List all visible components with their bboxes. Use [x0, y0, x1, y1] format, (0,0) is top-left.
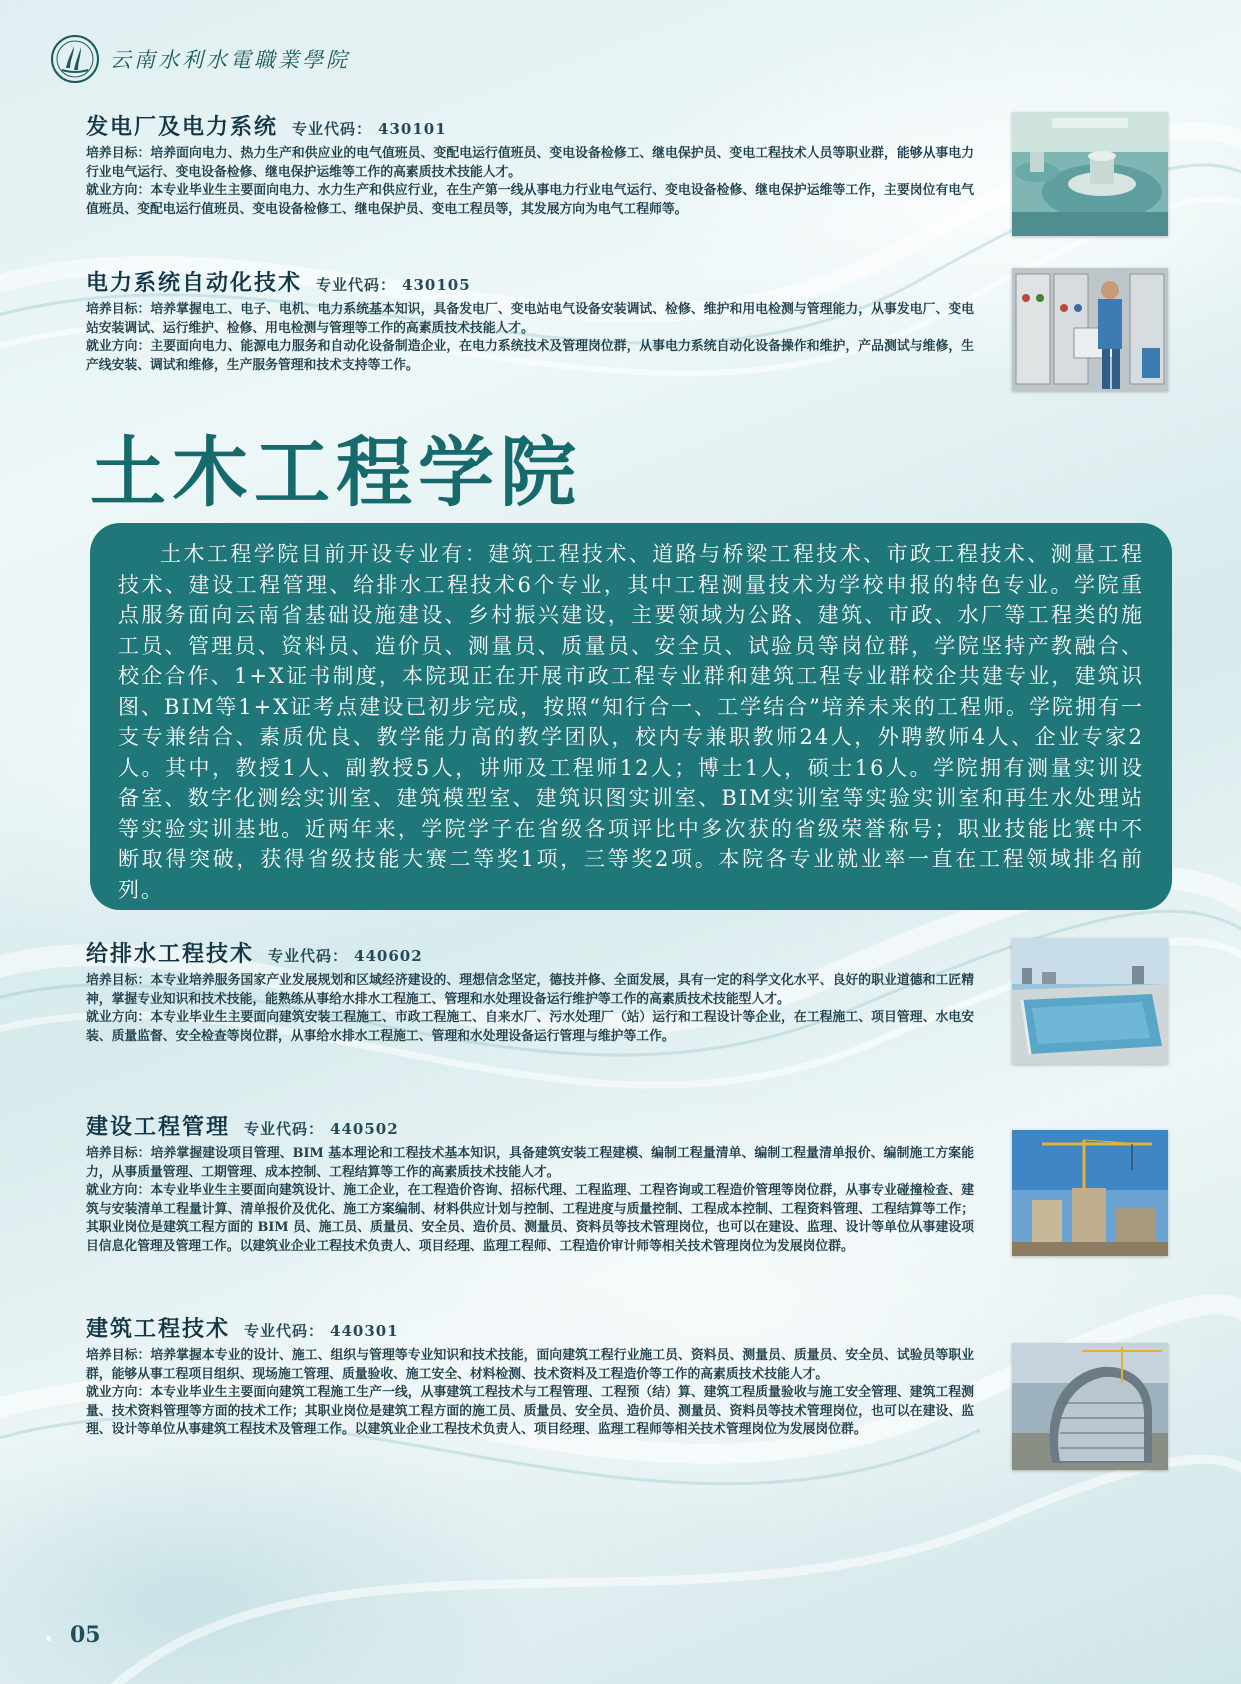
program-title: 建筑工程技术 [86, 1316, 231, 1342]
tower-crane-construction-photo [1012, 1130, 1168, 1256]
program-title: 给排水工程技术 [86, 941, 255, 967]
section-title: 土木工程学院 [90, 428, 582, 517]
program-code-label: 专业代码： [244, 1120, 325, 1138]
program-block [86, 1312, 974, 1440]
high-rise-building-aerial-photo [1012, 1343, 1168, 1470]
program-title: 建设工程管理 [86, 1114, 231, 1140]
program-career: 就业方向：主要面向电力、能源电力服务和自动化设备制造企业，在电力系统技术及管理岗位群，从事电力系统自动化设备操作和维护，产品测试与维修，生产线安装、调试和维修，生产服务管理和技术支持等工作。 [86, 339, 974, 373]
program-code: 430105 [402, 276, 471, 294]
header-logo [50, 34, 350, 84]
control-panel-technician-photo [1012, 268, 1168, 391]
program-block [86, 110, 974, 219]
hydropower-generator-hall-photo [1012, 112, 1168, 236]
school-name: 云南水利水電職業學院 [110, 48, 350, 72]
program-career: 就业方向：本专业毕业生主要面向建筑安装工程施工、市政工程施工、自来水厂、污水处理厂（站）运行和工程设计等企业，在工程施工、项目管理、水电安装、质量监督、安全检查等岗位群，从事给水排水工程施工、管理和水处理设备运行管理与维护等工作。 [86, 1010, 974, 1044]
program-career: 就业方向：本专业毕业生主要面向电力、水力生产和供应行业，在生产第一线从事电力行业电气运行、变电设备检修、继电保护运维等工作，主要岗位有电气值班员、变配电运行值班员、变电设备检修工、继电保护员、变电工程员等，其发展方向为电气工程师等。 [86, 183, 974, 217]
page-dot [46, 1636, 51, 1641]
program-career: 就业方向：本专业毕业生主要面向建筑设计、施工企业，在工程造价咨询、招标代理、工程监理、工程咨询或工程造价管理等岗位群，从事专业碰撞检查、建筑与安装清单工程量计算、清单报价及优化、施工方案编制、材料供应计划与控制、工程进度与质量控制、工程成本控制、工程资料管理、工程结算等工作；其职业岗位是建筑工程方面的 BIM 员、施工员、质量员、安全员、造价员、测量员、资料员等技术管理岗位，也可以在建设、监理、设计等单位从事建设项目信息化管理及管理工作。以建筑业企业工程技术负责人、项目经理、监理工程师、工程造价审计师等相关技术管理岗位为发展岗位群。 [86, 1183, 974, 1254]
program-goal: 培养目标：培养掌握本专业的设计、施工、组织与管理等专业知识和技术技能，面向建筑工程行业施工员、资料员、测量员、质量员、安全员、试验员等职业群，能够从事工程项目组织、现场施工管理、质量验收、施工安全、材料检测、技术资料及工程造价等工作的高素质技术技能人才。 [86, 1348, 974, 1382]
program-code-label: 专业代码： [292, 120, 373, 138]
program-block [86, 266, 974, 375]
intro-text: 土木工程学院目前开设专业有：建筑工程技术、道路与桥梁工程技术、市政工程技术、测量工程技术、建设工程管理、给排水工程技术6个专业，其中工程测量技术为学校申报的特色专业。学院重点服务面向云南省基础设施建设、乡村振兴建设，主要领域为公路、建筑、市政、水厂等工程类的施工员、管理员、资料员、造价员、测量员、质量员、安全员、试验员等岗位群，学院坚持产教融合、校企合作、1+X证书制度，本院现正在开展市政工程专业群和建筑工程专业群校企共建专业，建筑识图、BIM等1+X证考点建设已初步完成，按照“知行合一、工学结合”培养未来的工程师。学院拥有一支专兼结合、素质优良、教学能力高的教学团队，校内专兼职教师24人，外聘教师4人、企业专家2人。其中，教授1人、副教授5人，讲师及工程师12人；博士1人，硕士16人。学院拥有测量实训设备室、数字化测绘实训室、建筑模型室、建筑识图实训室、BIM实训室等实验实训室和再生水处理站等实验实训基地。近两年来，学院学子在省级各项评比中多次获的省级荣誉称号；职业技能比赛中不断取得突破，获得省级技能大赛二等奖1项，三等奖2项。本院各专业就业率一直在工程领域排名前列。 [118, 542, 1144, 902]
program-code: 440301 [330, 1322, 399, 1340]
program-code-label: 专业代码： [268, 947, 349, 965]
program-code: 440502 [330, 1120, 399, 1138]
program-code: 440602 [354, 947, 423, 965]
water-treatment-pool-photo [1012, 938, 1168, 1064]
program-title: 电力系统自动化技术 [86, 270, 303, 296]
program-code-label: 专业代码： [316, 276, 397, 294]
program-career: 就业方向：本专业毕业生主要面向建筑工程施工生产一线，从事建筑工程技术与工程管理、工程预（结）算、建筑工程质量验收与施工安全管理、建筑工程测量、技术资料管理等方面的技术工作；其职业岗位是建筑工程方面的施工员、质量员、安全员、造价员、测量员、资料员等技术管理岗位，也可以在建设、监理、设计等单位从事建筑工程技术及管理工作。以建筑业企业工程技术负责人、项目经理、监理工程师等相关技术管理岗位为发展岗位群。 [86, 1385, 974, 1437]
program-goal: 培养目标：本专业培养服务国家产业发展规划和区域经济建设的、理想信念坚定，德技并修、全面发展，具有一定的科学文化水平、良好的职业道德和工匠精神，掌握专业知识和技术技能，能熟练从事给水排水工程施工、管理和水处理设备运行维护等工作的高素质技术技能型人才。 [86, 973, 974, 1007]
program-goal: 培养目标：培养掌握电工、电子、电机、电力系统基本知识，具备发电厂、变电站电气设备安装调试、检修、维护和用电检测与管理能力，从事发电厂、变电站安装调试、运行维护、检修、用电检测与管理等工作的高素质技术技能人才。 [86, 302, 974, 336]
college-emblem-icon [50, 34, 100, 84]
program-goal: 培养目标：培养掌握建设项目管理、BIM 基本理论和工程技术基本知识，具备建筑安装工程建模、编制工程量清单、编制工程量清单报价、编制施工方案能力，从事质量管理、工期管理、成本控制、工程结算等工作的高素质技术技能人才。 [86, 1146, 974, 1180]
program-goal: 培养目标：培养面向电力、热力生产和供应业的电气值班员、变配电运行值班员、变电设备检修工、继电保护员、变电工程技术人员等职业群，能够从事电力行业电气运行、变电设备检修、继电保护运维等工作的高素质技术技能人才。 [86, 146, 974, 180]
intro-box [90, 523, 1172, 910]
page-number: 05 [70, 1622, 101, 1648]
program-block [86, 1110, 974, 1256]
program-code-label: 专业代码： [244, 1322, 325, 1340]
program-code: 430101 [378, 120, 447, 138]
program-title: 发电厂及电力系统 [86, 114, 279, 140]
program-block [86, 937, 974, 1046]
